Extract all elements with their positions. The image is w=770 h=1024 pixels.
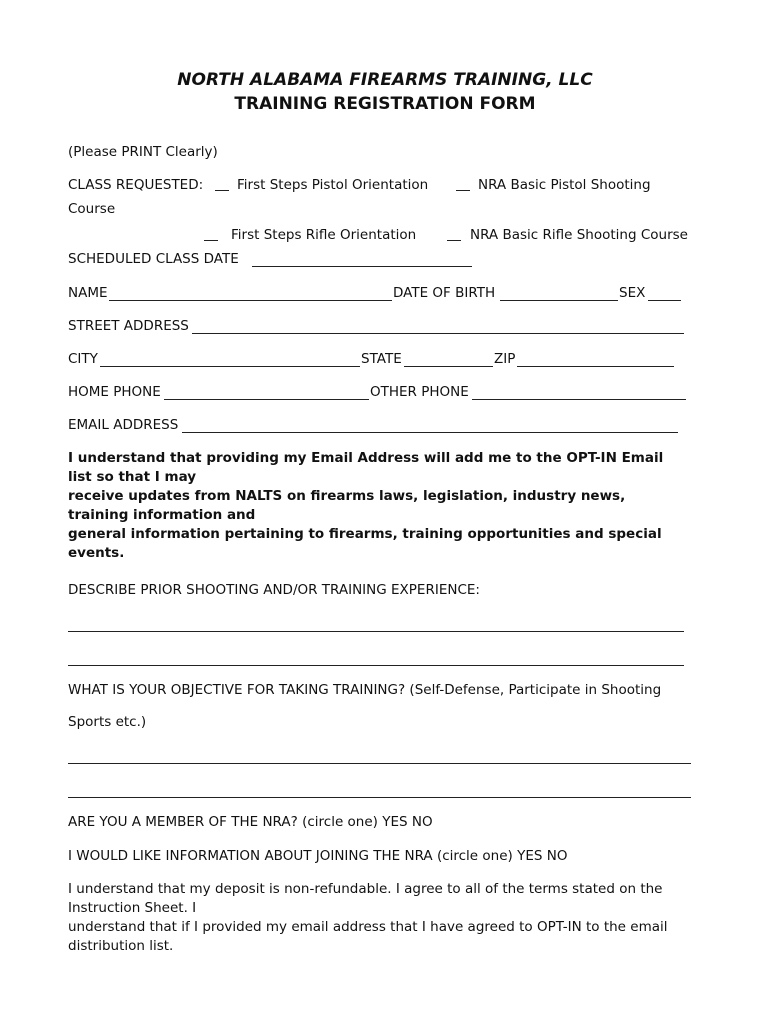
sex-field[interactable] [648,288,681,301]
pistol-orientation-checkbox-blank[interactable] [215,178,229,191]
print-note: (Please PRINT Clearly) [68,144,218,160]
objective-label: WHAT IS YOUR OBJECTIVE FOR TAKING TRAINING? (Self-Defense, Participate in Shooting [68,682,662,698]
scheduled-date-label: SCHEDULED CLASS DATE [68,251,239,267]
rifle-orientation-checkbox-blank[interactable] [204,228,218,241]
terms-line4: distribution list. [68,938,174,954]
optin-text-line2: list so that I may [68,469,197,485]
other-phone-label: OTHER PHONE [370,384,469,400]
optin-text-line1: I understand that providing my Email Address will add me to the OPT-IN Email [68,450,664,466]
dob-field[interactable] [500,288,618,301]
scheduled-date-field[interactable] [252,254,472,267]
optin-text-line5: general information pertaining to firearms, training opportunities and special [68,526,662,542]
home-phone-field[interactable] [164,387,369,400]
email-label: EMAIL ADDRESS [68,417,179,433]
sex-label: SEX [619,285,646,301]
option-nra-pistol-cont: Course [68,201,116,217]
option-nra-rifle: NRA Basic Rifle Shooting Course [470,227,688,243]
terms-line1: I understand that my deposit is non-refundable. I agree to all of the terms stated on the [68,881,663,897]
experience-line-2[interactable] [68,665,684,666]
name-label: NAME [68,285,108,301]
option-pistol-orientation: First Steps Pistol Orientation [237,177,429,193]
name-field[interactable] [109,288,392,301]
state-field[interactable] [404,354,493,367]
city-field[interactable] [100,354,360,367]
nra-pistol-checkbox-blank[interactable] [456,178,470,191]
street-field[interactable] [192,321,684,334]
objective-line-2[interactable] [68,797,691,798]
optin-text-line3: receive updates from NALTS on firearms laws, legislation, industry news, [68,488,626,504]
dob-label: DATE OF BIRTH [393,285,496,301]
optin-text-line4: training information and [68,507,256,523]
class-requested-label: CLASS REQUESTED: [68,177,204,193]
form-title: TRAINING REGISTRATION FORM [234,94,536,114]
terms-line3: understand that if I provided my email address that I have agreed to OPT-IN to the email [68,919,668,935]
experience-line-1[interactable] [68,631,684,632]
experience-label: DESCRIBE PRIOR SHOOTING AND/OR TRAINING EXPERIENCE: [68,582,480,598]
zip-field[interactable] [517,354,674,367]
state-label: STATE [361,351,402,367]
email-field[interactable] [182,420,678,433]
terms-line2: Instruction Sheet. I [68,900,197,916]
other-phone-field[interactable] [472,387,686,400]
nra-info-question: I WOULD LIKE INFORMATION ABOUT JOINING THE NRA (circle one) YES NO [68,848,568,864]
city-label: CITY [68,351,98,367]
nra-member-question: ARE YOU A MEMBER OF THE NRA? (circle one) YES NO [68,814,433,830]
zip-label: ZIP [494,351,516,367]
objective-line-1[interactable] [68,763,691,764]
option-nra-pistol: NRA Basic Pistol Shooting [478,177,651,193]
objective-label-cont: Sports etc.) [68,714,147,730]
nra-rifle-checkbox-blank[interactable] [447,228,461,241]
street-label: STREET ADDRESS [68,318,189,334]
home-phone-label: HOME PHONE [68,384,161,400]
company-title: NORTH ALABAMA FIREARMS TRAINING, LLC [177,70,593,90]
option-rifle-orientation: First Steps Rifle Orientation [231,227,417,243]
optin-text-line6: events. [68,545,125,561]
